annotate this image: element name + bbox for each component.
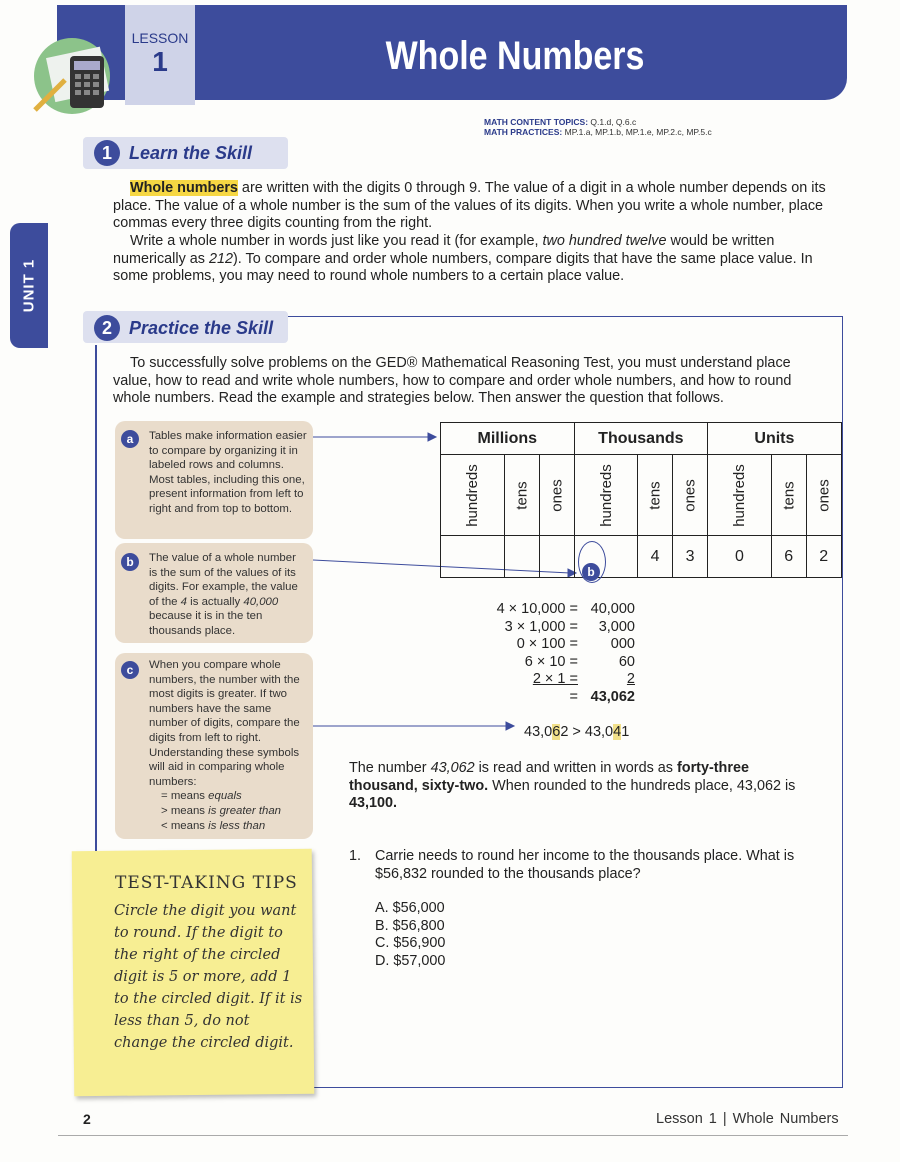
callout-b: The value of a whole number is the sum of the values of its digits. For example, the value of the 4 is actually 40,000 because it is in the ten thousands place. [115, 543, 313, 643]
answer-option-b[interactable]: B. $56,800 [375, 917, 445, 934]
place-header: tens [771, 455, 806, 536]
lesson-number: 1 [152, 46, 168, 77]
place-header: tens [504, 455, 539, 536]
digit-cell [539, 536, 574, 578]
group-header-thousands: Thousands [574, 423, 708, 455]
callout-b-badge: b [121, 553, 139, 571]
tips-title: TEST-TAKING TIPS [115, 873, 298, 893]
place-header: tens [638, 455, 673, 536]
place-header: ones [539, 455, 574, 536]
explanation-text: The number 43,062 is read and written in words as forty-three thousand, sixty-two. When rounded to the hundreds place, 43,062 is 43,100. [349, 760, 796, 812]
lesson-label: LESSON [131, 30, 189, 46]
answer-option-c[interactable]: C. $56,900 [375, 935, 446, 952]
section-number-1: 1 [94, 140, 120, 166]
unit-tab-label: UNIT 1 [20, 258, 38, 313]
comparison-line: 43,062 > 43,041 [524, 724, 630, 740]
digit-cell: 6 [771, 536, 806, 578]
place-header: hundreds [574, 455, 638, 536]
expansion-sum: 4 × 10,000 = 40,000 3 × 1,000 = 3,000 0 × 100 = 000 6 × 10 = 60 2 × 1 = 2 = 43,062 [496, 601, 635, 705]
callout-c-badge: c [121, 661, 139, 679]
digit-cell [441, 536, 505, 578]
place-header: hundreds [708, 455, 772, 536]
footer-rule [58, 1135, 848, 1136]
digit-cell: 3 [673, 536, 708, 578]
running-head: Lesson 1 | Whole Numbers [656, 1111, 839, 1127]
digit-cell: 0 [708, 536, 772, 578]
answer-option-d[interactable]: D. $57,000 [375, 953, 446, 970]
answer-option-a[interactable]: A. $56,000 [375, 900, 445, 916]
math-topics: MATH CONTENT TOPICS: Q.1.d, Q.6.c MATH PRACTICES: MP.1.a, MP.1.b, MP.1.e, MP.2.c, MP.5.c [484, 117, 712, 137]
answer-options [375, 900, 445, 971]
callout-c: When you compare whole numbers, the number with the most digits is greater. If two numbers have the same number of digits, compare the digits from left to right. Understanding these symbols will aid in comparing whole numbers: = means equals > means is greater than < means is less than [115, 653, 313, 839]
group-header-units: Units [708, 423, 842, 455]
practice-intro: To successfully solve problems on the GED® Mathematical Reasoning Test, you must understand place value, how to read and write whole numbers, how to compare and order whole numbers, and how to round whole numbers. Read the example and strategies below. Then answer the question that follows. [113, 355, 792, 407]
page-number: 2 [83, 1111, 91, 1127]
key-term-highlight: Whole numbers [130, 180, 238, 196]
tips-body: Circle the digit you want to round. If the digit to the right of the circled digit is 5 or more, add 1 to the circled digit. If it is less than 5, do not change the circled digit. [114, 903, 303, 1051]
question-text: Carrie needs to round her income to the thousands place. What is $56,832 rounded to the thousands place? [375, 848, 795, 882]
learn-paragraph-2: Write a whole number in words just like you read it (for example, two hundred twelve would be written numerically as 212). To compare and order whole numbers, compare digits that have the same place value. In some problems, you may need to round whole numbers to a certain place value. [113, 233, 813, 285]
digit-cell [504, 536, 539, 578]
place-header: ones [806, 455, 841, 536]
learn-paragraph-1: Whole numbers are written with the digits 0 through 9. The value of a digit in a whole number depends on its place. The value of a whole number is the sum of the values of its digits. When you write a whole number, place commas every three digits counting from the right. [113, 180, 826, 232]
callout-a-badge: a [121, 430, 139, 448]
place-header: hundreds [441, 455, 505, 536]
place-value-table [440, 422, 842, 578]
place-header: ones [673, 455, 708, 536]
question-number: 1. [349, 848, 362, 864]
digit-cell: 2 [806, 536, 841, 578]
callout-a: Tables make information easier to compare by organizing it in labeled rows and columns. Most tables, including this one, present information from left to right and from top to bottom. [115, 421, 313, 539]
table-marker-b: b [582, 563, 600, 581]
page-title: Whole Numbers [385, 34, 645, 78]
section-number-2: 2 [94, 315, 120, 341]
practice-skill-title: Practice the Skill [129, 318, 274, 338]
group-header-millions: Millions [441, 423, 575, 455]
learn-skill-title: Learn the Skill [129, 143, 253, 163]
digit-cell-circled: 4 [638, 536, 673, 578]
